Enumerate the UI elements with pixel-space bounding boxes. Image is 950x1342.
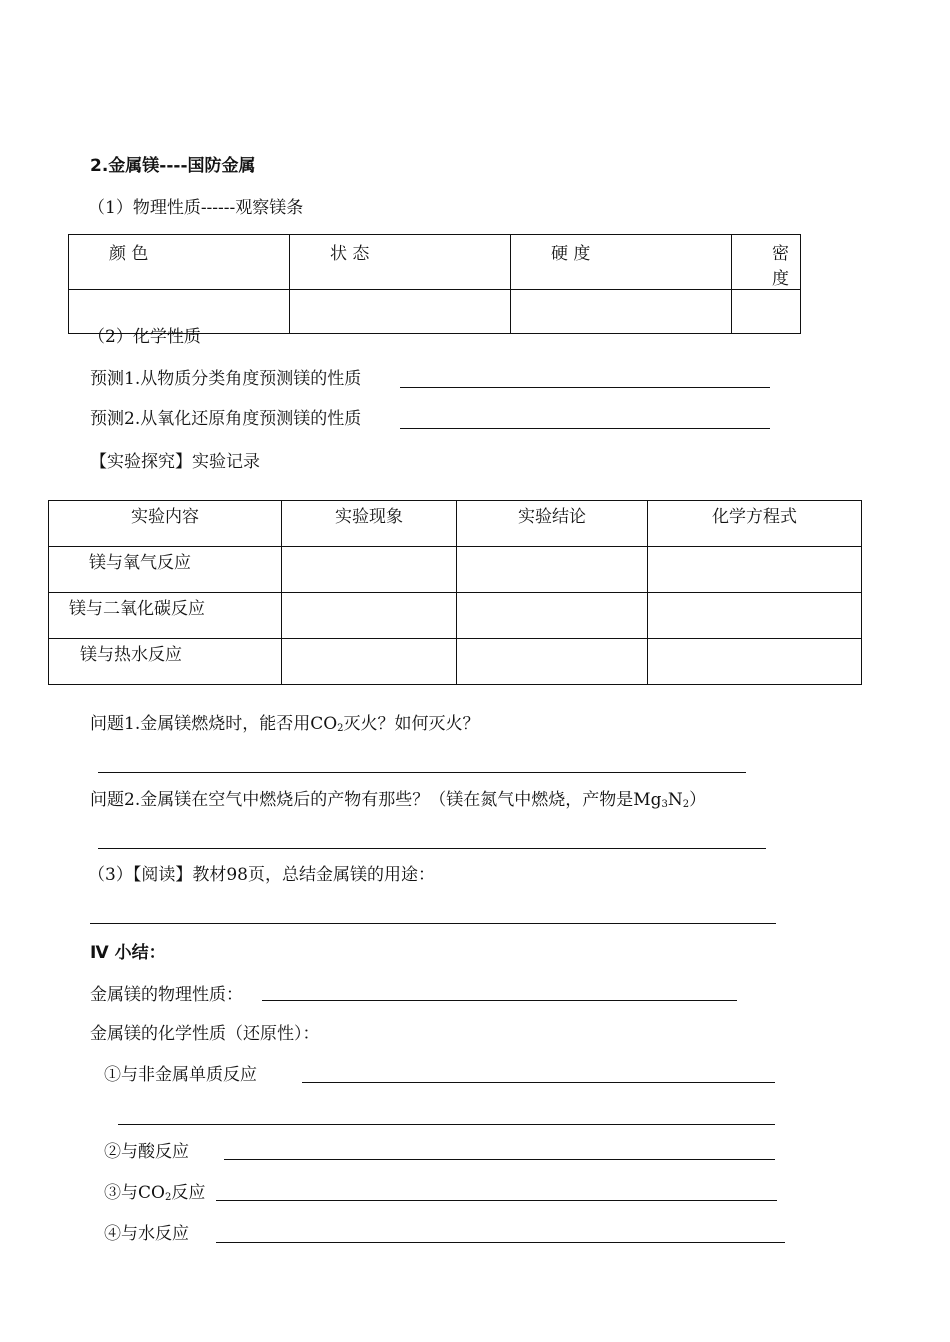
summary-item-4: ④与水反应 [104, 1224, 189, 1244]
summary-item-3: ③与$CO_2$反应 [104, 1183, 206, 1203]
answer-cell[interactable] [648, 639, 862, 685]
table-row [49, 639, 862, 685]
experiment-name-cell: 镁与热水反应 [49, 639, 282, 685]
summary-physical-blank[interactable] [262, 1000, 737, 1001]
summary-item-2-blank[interactable] [224, 1159, 775, 1160]
answer-cell[interactable] [457, 547, 648, 593]
question-1-answer-line[interactable] [98, 772, 746, 773]
answer-cell[interactable] [511, 290, 732, 334]
table-header-row [69, 235, 801, 290]
table-row [49, 547, 862, 593]
answer-cell[interactable] [457, 593, 648, 639]
experiment-name-cell: 镁与二氧化碳反应 [49, 593, 282, 639]
summary-item-2: ②与酸反应 [104, 1142, 189, 1162]
experiment-heading: 【实验探究】实验记录 [90, 452, 260, 472]
question-2: 问题2.金属镁在空气中燃烧后的产物有那些？（镁在氮气中燃烧，产物是$Mg_3N_2$） [90, 790, 707, 810]
summary-title: Ⅳ 小结： [90, 943, 166, 963]
experiment-name-cell: 镁与氧气反应 [49, 547, 282, 593]
answer-cell[interactable] [648, 593, 862, 639]
physical-properties-heading: （1）物理性质------观察镁条 [88, 198, 304, 218]
answer-cell[interactable] [282, 593, 457, 639]
header-cell: 硬 度 [511, 235, 732, 290]
table-row [49, 593, 862, 639]
chemical-properties-heading: （2）化学性质 [88, 327, 201, 347]
experiment-table [48, 500, 862, 685]
answer-cell[interactable] [648, 547, 862, 593]
header-cell: 实验现象 [282, 501, 457, 547]
answer-cell[interactable] [732, 290, 801, 334]
prediction-2-blank[interactable] [400, 428, 770, 429]
header-cell: 密 度 [732, 235, 801, 290]
section-title: 2.金属镁----国防金属 [90, 156, 256, 176]
summary-item-3-blank[interactable] [216, 1200, 777, 1201]
question-1: 问题1.金属镁燃烧时，能否用$CO_2$灭火？如何灭火？ [90, 714, 480, 734]
header-cell: 颜 色 [69, 235, 290, 290]
answer-cell[interactable] [282, 547, 457, 593]
physical-properties-table [68, 234, 801, 334]
summary-item-1: ①与非金属单质反应 [104, 1065, 257, 1085]
question-2-answer-line[interactable] [98, 848, 766, 849]
summary-item-4-blank[interactable] [216, 1242, 785, 1243]
summary-physical: 金属镁的物理性质： [90, 985, 243, 1005]
prediction-1: 预测1.从物质分类角度预测镁的性质 [90, 369, 362, 389]
table-header-row [49, 501, 862, 547]
prediction-2: 预测2.从氧化还原角度预测镁的性质 [90, 409, 362, 429]
header-cell: 状 态 [290, 235, 511, 290]
answer-cell[interactable] [282, 639, 457, 685]
reading-answer-line[interactable] [90, 923, 776, 924]
header-cell: 化学方程式 [648, 501, 862, 547]
reading-prompt: （3）【阅读】教材98页，总结金属镁的用途： [88, 865, 435, 885]
answer-cell[interactable] [290, 290, 511, 334]
header-cell: 实验结论 [457, 501, 648, 547]
header-cell: 实验内容 [49, 501, 282, 547]
summary-item-1-blank-2[interactable] [118, 1124, 775, 1125]
summary-item-1-blank[interactable] [302, 1082, 775, 1083]
answer-cell[interactable] [457, 639, 648, 685]
summary-chemical: 金属镁的化学性质（还原性）： [90, 1024, 320, 1044]
prediction-1-blank[interactable] [400, 387, 770, 388]
